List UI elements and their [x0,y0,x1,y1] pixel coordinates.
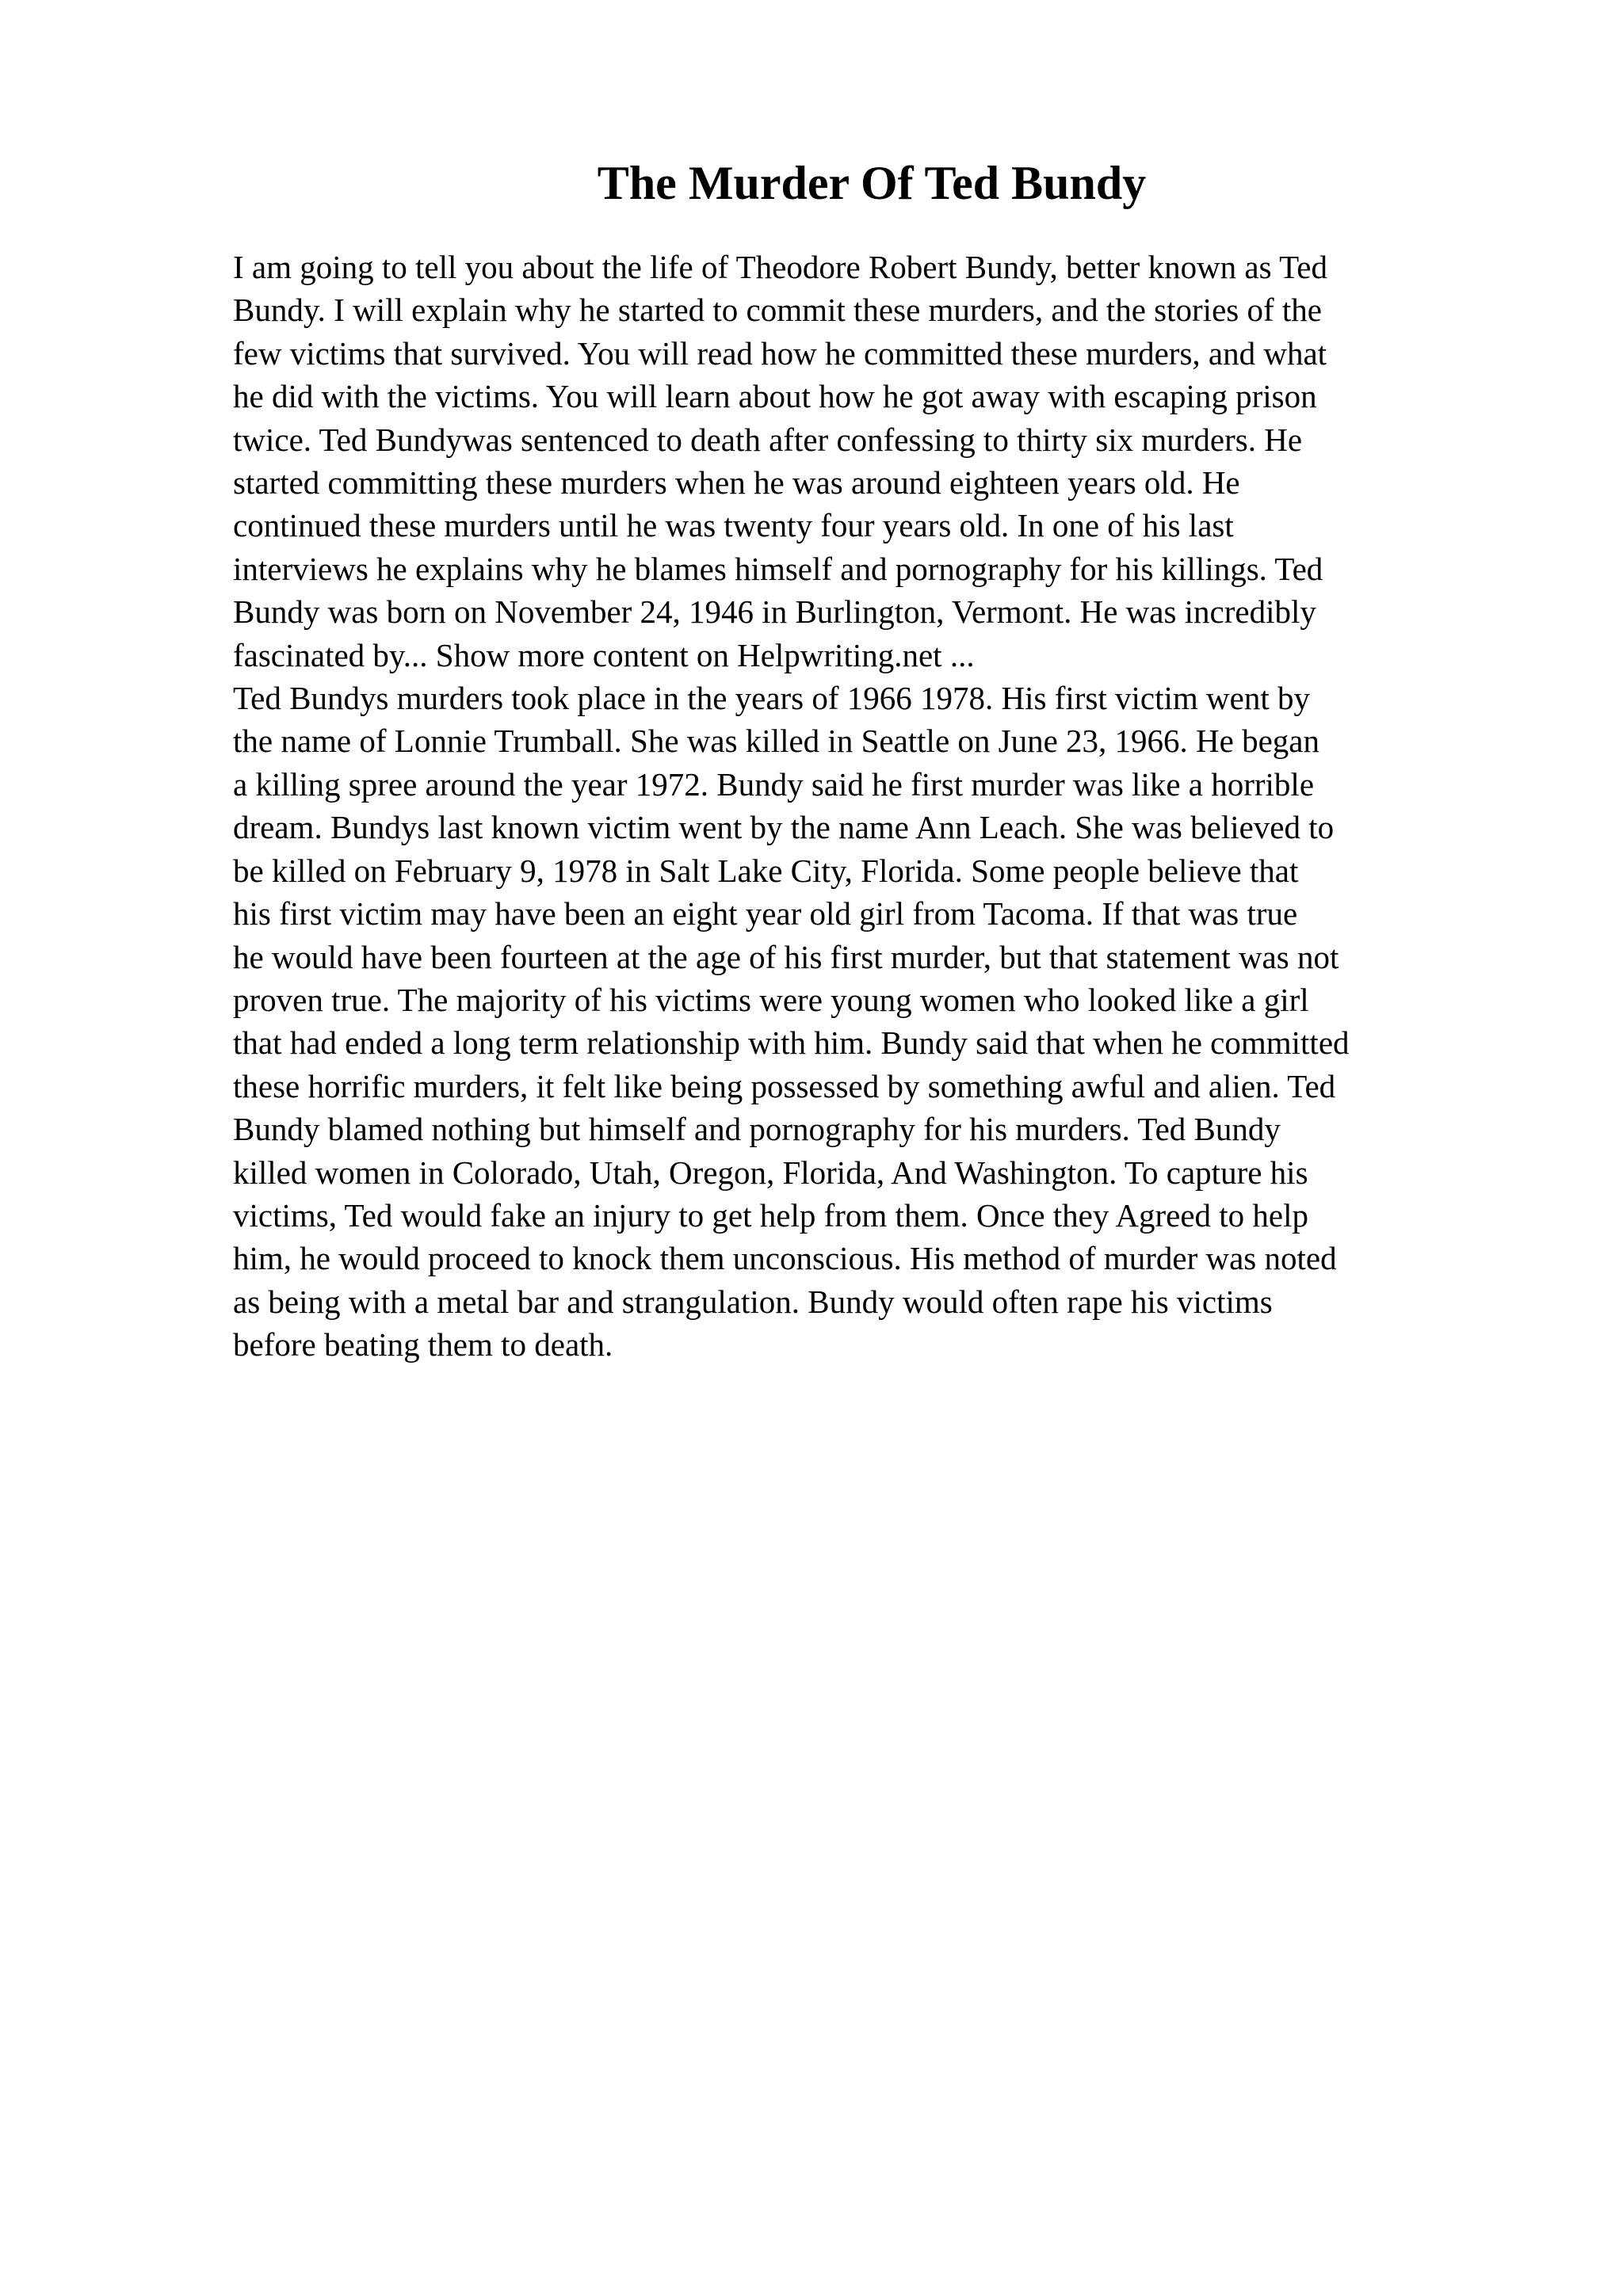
body-line: the name of Lonnie Trumball. She was killed in Seattle on June 23, 1966. He began [233,723,1319,760]
body-line: as being with a metal bar and strangulation. Bundy would often rape his victims [233,1283,1273,1320]
body-line: be killed on February 9, 1978 in Salt Lake City, Florida. Some people believe that [233,852,1299,889]
body-line: Bundy blamed nothing but himself and pornography for his murders. Ted Bundy [233,1111,1281,1148]
body-line: proven true. The majority of his victims were young women who looked like a girl [233,981,1309,1018]
body-line: killed women in Colorado, Utah, Oregon, Florida, And Washington. To capture his [233,1154,1308,1191]
body-line: I am going to tell you about the life of Theodore Robert Bundy, better known as Ted [233,249,1327,285]
body-line: dream. Bundys last known victim went by the name Ann Leach. She was believed to [233,809,1335,846]
body-line: he would have been fourteen at the age of his first murder, but that statement was not [233,938,1339,975]
body-line: twice. Ted Bundywas sentenced to death after confessing to thirty six murders. He [233,421,1303,458]
body-line: victims, Ted would fake an injury to get help from them. Once they Agreed to help [233,1196,1309,1234]
body-line: a killing spree around the year 1972. Bundy said he first murder was like a horrible [233,765,1315,803]
body-line: him, he would proceed to knock them unconscious. His method of murder was noted [233,1240,1337,1277]
body-line: that had ended a long term relationship with him. Bundy said that when he committed [233,1024,1350,1062]
body-line: Bundy. I will explain why he started to commit these murders, and the stories of the [233,292,1322,329]
body-line: Ted Bundys murders took place in the years of 1966 1978. His first victim went by [233,680,1311,717]
body-line: interviews he explains why he blames himself and pornography for his killings. Ted [233,550,1323,587]
document-body [233,246,1517,1367]
body-line: before beating them to death. [233,1326,613,1363]
body-line: Bundy was born on November 24, 1946 in Burlington, Vermont. He was incredibly [233,593,1316,631]
body-line: these horrific murders, it felt like being possessed by something awful and alien. Ted [233,1067,1336,1104]
body-line: his first victim may have been an eight year old girl from Tacoma. If that was true [233,895,1298,933]
body-line: continued these murders until he was twenty four years old. In one of his last [233,507,1234,544]
document-title: The Murder Of Ted Bundy [597,157,1147,209]
body-line: fascinated by... Show more content on Helpwriting.net ... [233,636,975,673]
body-line: started committing these murders when he was around eighteen years old. He [233,464,1240,502]
body-line: few victims that survived. You will read how he committed these murders, and what [233,334,1327,372]
body-line: he did with the victims. You will learn about how he got away with escaping prison [233,378,1317,415]
